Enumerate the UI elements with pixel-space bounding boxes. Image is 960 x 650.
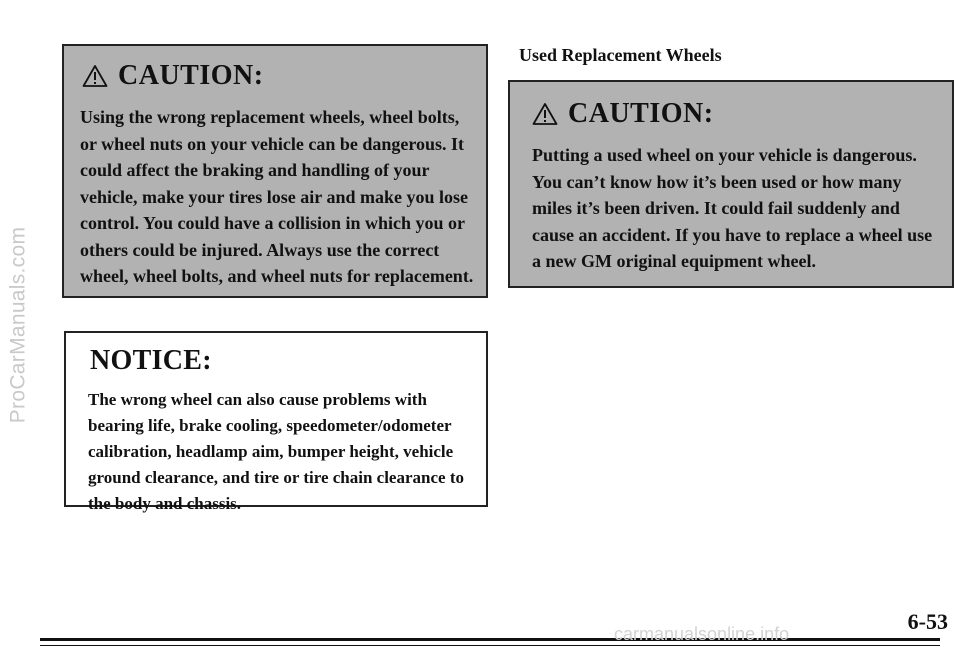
caution-box-used-wheels: [508, 80, 954, 288]
warning-triangle-icon: [82, 64, 108, 88]
caution-title: [82, 60, 486, 92]
caution-title-text: CAUTION:: [568, 98, 714, 129]
side-watermark: [0, 0, 38, 650]
bottom-watermark: carmanualsonline.info: [614, 624, 790, 644]
caution-title: [532, 98, 952, 130]
notice-title: NOTICE:: [90, 345, 212, 376]
page-number: 6-53: [907, 609, 948, 634]
caution-box-wrong-wheels: [62, 44, 488, 298]
caution-body-text: Using the wrong replacement wheels, wheel bolts, or wheel nuts on your vehicle can be dangerous. It could affect the braking and handling of your vehicle, make your tires lose air and make you lose control. You could have a collision in which you or others could be injured. Always use the correct wheel, wheel bolts, and wheel nuts for replacement.: [80, 107, 474, 286]
caution-title-text: CAUTION:: [118, 60, 264, 91]
section-heading: Used Replacement Wheels: [519, 45, 722, 65]
footer-rule: [40, 638, 940, 641]
notice-box: [64, 331, 488, 513]
warning-triangle-icon: [532, 102, 558, 126]
notice-body-text: The wrong wheel can also cause problems with bearing life, brake cooling, speedometer/odometer calibration, headlamp aim, bumper height, vehicle ground clearance, and tire or tire chain clearance to the body and chassis.: [88, 390, 464, 513]
footer-rule: [40, 645, 940, 646]
caution-body-text: Putting a used wheel on your vehicle is dangerous. You can’t know how it’s been used or how many miles it’s been driven. It could fail suddenly and cause an accident. If you have to replace a wheel use a new GM original equipment wheel.: [532, 145, 933, 271]
side-watermark-text: ProCarManuals.com: [6, 226, 29, 424]
